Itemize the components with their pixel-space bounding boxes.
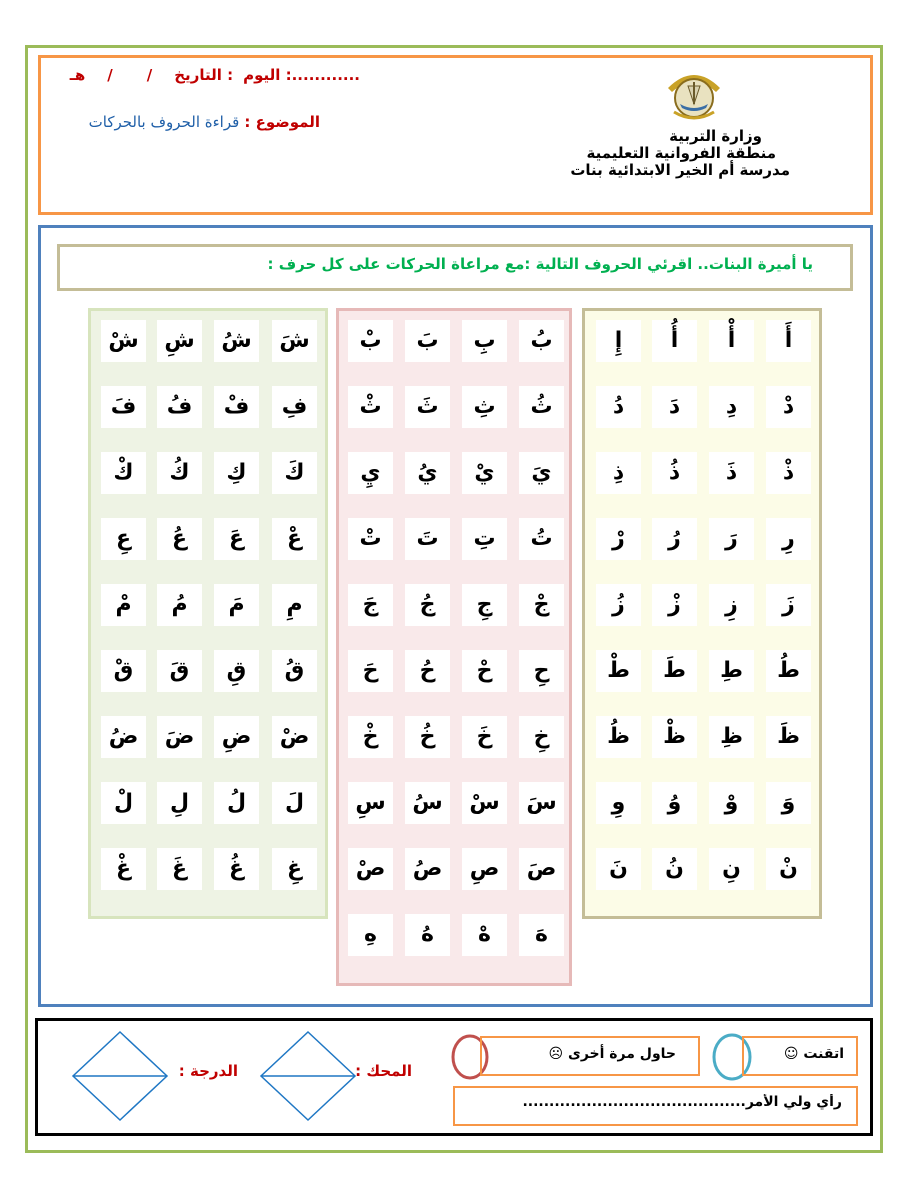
letter-cell: غْ [101, 848, 146, 890]
letter-cell: وْ [709, 782, 754, 824]
letter-cell: قَ [157, 650, 202, 692]
letter-cell: زَ [766, 584, 811, 626]
date-separator: / [107, 66, 113, 84]
letter-cell: عِ [101, 518, 146, 560]
mastered-label: اتقنت ☺ [783, 1046, 844, 1062]
letter-cell: لِ [157, 782, 202, 824]
grade-diamond-icon [73, 1032, 167, 1120]
letter-cell: بْ [348, 320, 393, 362]
letter-cell: نْ [766, 848, 811, 890]
letter-cell: صِ [462, 848, 507, 890]
subject-label: الموضوع : [244, 113, 320, 131]
letter-cell: لُ [214, 782, 259, 824]
letter-cell: مَ [214, 584, 259, 626]
parent-opinion-label: رأي ولي الأمر.......................................... [522, 1094, 842, 1110]
letter-cell: وِ [596, 782, 641, 824]
letter-cell: هَ [519, 914, 564, 956]
letter-cell: فُ [157, 386, 202, 428]
letter-cell: شُ [214, 320, 259, 362]
letter-cell: سْ [462, 782, 507, 824]
letter-cell: خُ [405, 716, 450, 758]
letter-cell: أَ [766, 320, 811, 362]
letter-cell: وَ [766, 782, 811, 824]
letter-cell: عْ [272, 518, 317, 560]
letter-cell: زْ [652, 584, 697, 626]
letter-cell: نِ [709, 848, 754, 890]
day-label: اليوم :............ [243, 66, 360, 84]
letter-cell: لَ [272, 782, 317, 824]
letter-cell: جْ [519, 584, 564, 626]
letter-cell: يْ [462, 452, 507, 494]
letter-cell: تِ [462, 518, 507, 560]
ministry-name: وزارة التربية [669, 127, 762, 145]
date-line [60, 66, 360, 88]
region-name: منطقة الفروانية التعليمية [586, 144, 776, 162]
letter-cell: إِ [596, 320, 641, 362]
letter-cell: خِ [519, 716, 564, 758]
letter-cell: بُ [519, 320, 564, 362]
letter-cell: جَ [348, 584, 393, 626]
letter-cell: خْ [348, 716, 393, 758]
letter-cell: تُ [519, 518, 564, 560]
letter-cell: كُ [157, 452, 202, 494]
letter-cell: ظَ [766, 716, 811, 758]
letter-cell: طَ [652, 650, 697, 692]
letter-cell: دُ [596, 386, 641, 428]
letter-cell: رِ [766, 518, 811, 560]
letter-cell: صُ [405, 848, 450, 890]
letter-cell: يَ [519, 452, 564, 494]
letter-cell: رَ [709, 518, 754, 560]
letter-cell: كَ [272, 452, 317, 494]
letter-cell: ذْ [766, 452, 811, 494]
letter-cell: هُ [405, 914, 450, 956]
letter-cell: يُ [405, 452, 450, 494]
letter-cell: شَ [272, 320, 317, 362]
letter-cell: مُ [157, 584, 202, 626]
letter-cell: ثَ [405, 386, 450, 428]
letter-cell: فْ [214, 386, 259, 428]
letter-cell: صْ [348, 848, 393, 890]
letter-cell: رُ [652, 518, 697, 560]
letter-cell: ثْ [348, 386, 393, 428]
letter-cell: لْ [101, 782, 146, 824]
date-separator: / [146, 66, 153, 84]
date-label: التاريخ : [174, 66, 234, 84]
letter-cell: سُ [405, 782, 450, 824]
letter-cell: سَ [519, 782, 564, 824]
letter-cell: جِ [462, 584, 507, 626]
letter-cell: رْ [596, 518, 641, 560]
letter-cell: جُ [405, 584, 450, 626]
school-name: مدرسة أم الخير الابتدائية بنات [570, 161, 790, 179]
letter-cell: هِ [348, 914, 393, 956]
letter-cell: ضِ [214, 716, 259, 758]
letter-cell: ثُ [519, 386, 564, 428]
letter-cell: دِ [709, 386, 754, 428]
letter-cell: شْ [101, 320, 146, 362]
letter-cell: حْ [462, 650, 507, 692]
letter-cell: ضْ [272, 716, 317, 758]
letter-cell: قُ [272, 650, 317, 692]
letter-cell: يِ [348, 452, 393, 494]
letter-cell: هْ [462, 914, 507, 956]
grade-label: الدرجة : [178, 1062, 238, 1080]
letter-cell: حُ [405, 650, 450, 692]
letter-cell: ضُ [101, 716, 146, 758]
letter-cell: نُ [652, 848, 697, 890]
letter-cell: خَ [462, 716, 507, 758]
letter-cell: دَ [652, 386, 697, 428]
subject-value: قراءة الحروف بالحركات [88, 113, 240, 131]
letter-cell: دْ [766, 386, 811, 428]
letter-cell: قْ [101, 650, 146, 692]
letter-cell: حِ [519, 650, 564, 692]
letter-cell: طُ [766, 650, 811, 692]
letter-cell: أُ [652, 320, 697, 362]
subject-line [80, 112, 320, 134]
letter-cell: بِ [462, 320, 507, 362]
letter-cell: تْ [348, 518, 393, 560]
letter-cell: زِ [709, 584, 754, 626]
letter-cell: غُ [214, 848, 259, 890]
letter-cell: عُ [157, 518, 202, 560]
letter-cell: صَ [519, 848, 564, 890]
letter-cell: ذَ [709, 452, 754, 494]
letter-cell: حَ [348, 650, 393, 692]
instruction-text: يا أميرة البنات.. اقرئي الحروف التالية :مع مراعاة الحركات على كل حرف : [267, 255, 813, 273]
letter-cell: شِ [157, 320, 202, 362]
letter-cell: مْ [101, 584, 146, 626]
criterion-label: المحك : [355, 1062, 412, 1080]
try-again-label: حاول مرة أخرى ☹ [548, 1046, 676, 1062]
letter-cell: سِ [348, 782, 393, 824]
letter-cell: قِ [214, 650, 259, 692]
hijri-mark: هـ [69, 66, 86, 84]
letter-cell: طِ [709, 650, 754, 692]
letter-cell: زُ [596, 584, 641, 626]
letter-cell: غَ [157, 848, 202, 890]
letter-cell: كْ [101, 452, 146, 494]
school-block [560, 128, 790, 184]
ministry-emblem-icon [658, 62, 730, 126]
letter-cell: ذُ [652, 452, 697, 494]
letter-cell: كِ [214, 452, 259, 494]
letter-cell: ظْ [652, 716, 697, 758]
letter-cell: تَ [405, 518, 450, 560]
letter-cell: ضَ [157, 716, 202, 758]
letter-cell: نَ [596, 848, 641, 890]
letter-cell: ثِ [462, 386, 507, 428]
letter-cell: أْ [709, 320, 754, 362]
letter-cell: عَ [214, 518, 259, 560]
letter-cell: وُ [652, 782, 697, 824]
letter-cell: ذِ [596, 452, 641, 494]
letter-cell: غِ [272, 848, 317, 890]
letter-cell: طْ [596, 650, 641, 692]
letter-cell: ظُ [596, 716, 641, 758]
letter-cell: بَ [405, 320, 450, 362]
letter-cell: ظِ [709, 716, 754, 758]
letter-cell: فَ [101, 386, 146, 428]
letter-cell: فِ [272, 386, 317, 428]
letter-cell: مِ [272, 584, 317, 626]
